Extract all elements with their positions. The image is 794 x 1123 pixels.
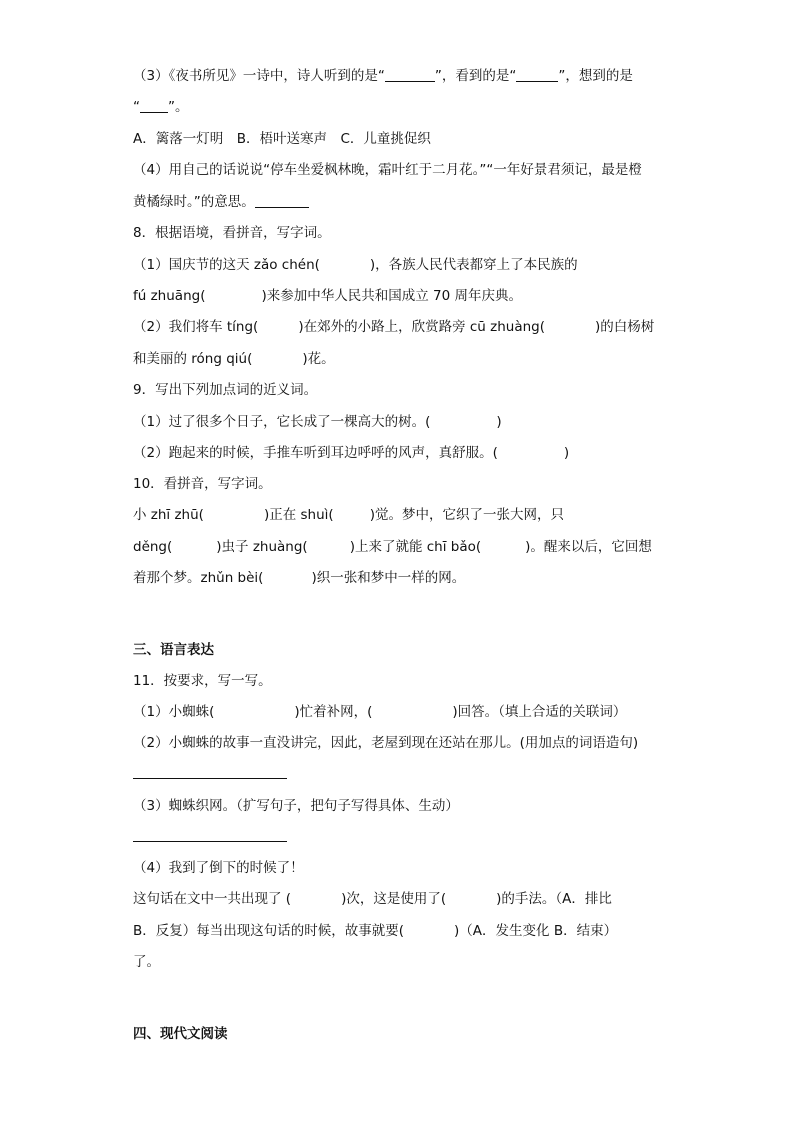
text: （2）跑起来的时候，手推车听到耳边呼呼的风声，真舒服。( — [133, 445, 498, 461]
text: 这句话在文中一共出现了 ( — [133, 891, 292, 907]
q7-3-options: A．篱落一灯明 B．梧叶送寒声 C．儿童挑促织 — [133, 131, 431, 147]
q11-line4: （4）我到了倒下的时候了！ — [133, 860, 304, 876]
text: ) — [496, 414, 502, 430]
q7-3-line2 — [133, 98, 189, 116]
q8-line4 — [133, 350, 335, 368]
q8-line3 — [133, 318, 654, 336]
text: )织一张和梦中一样的网。 — [311, 570, 466, 586]
q7-3-line1 — [133, 67, 633, 85]
q8-title: 8．根据语境，看拼音，写字词。 — [133, 225, 331, 241]
q7-4-line1: （4）用自己的话说说“停车坐爱枫林晚，霜叶红于二月花。”“一年好景君须记，最是橙 — [133, 162, 642, 178]
section-4-title: 四、现代文阅读 — [133, 1026, 228, 1042]
q11-line1 — [133, 703, 626, 721]
text: ”。 — [168, 99, 189, 115]
q8-line2 — [133, 287, 522, 305]
q11-line7: 了。 — [133, 954, 160, 970]
q10-line3 — [133, 569, 465, 587]
text: B．反复）每当出现这句话的时候，故事就要( — [133, 923, 405, 939]
text: )在郊外的小路上，欣赏路旁 cū zhuàng( — [298, 319, 546, 335]
text: )觉。梦中，它织了一张大网，只 — [369, 507, 564, 523]
q11-line6 — [133, 922, 617, 940]
answer-blank[interactable] — [255, 193, 309, 208]
text: （1）过了很多个日子，它长成了一棵高大的树。( — [133, 414, 431, 430]
q7-4-line2 — [133, 193, 309, 211]
text: )次，这是使用了( — [341, 891, 447, 907]
text: ”，想到的是 — [558, 68, 633, 84]
text: （1）国庆节的这天 zǎo chén( — [133, 257, 320, 273]
q9-title: 9．写出下列加点词的近义词。 — [133, 382, 318, 398]
text: )来参加中华人民共和国成立 70 周年庆典。 — [261, 288, 522, 304]
answer-blank[interactable] — [385, 67, 435, 82]
text: děng( — [133, 539, 173, 555]
answer-blank[interactable] — [140, 98, 168, 113]
q11-line5 — [133, 890, 612, 908]
text: “ — [133, 99, 140, 115]
text: )回答。（填上合适的关联词） — [452, 704, 627, 720]
q10-line1 — [133, 506, 564, 524]
text: )虫子 zhuàng( — [216, 539, 308, 555]
answer-line[interactable] — [133, 841, 287, 842]
text: )花。 — [302, 351, 335, 367]
text: （1）小蜘蛛( — [133, 704, 215, 720]
q9-line1 — [133, 413, 502, 431]
text: fú zhuāng( — [133, 288, 206, 304]
text: 黄橘绿时。”的意思。 — [133, 194, 255, 210]
q10-line2 — [133, 538, 652, 556]
text: （2）我们将车 tíng( — [133, 319, 259, 335]
text: )正在 shuì( — [263, 507, 334, 523]
answer-blank[interactable] — [516, 67, 558, 82]
q8-line1 — [133, 256, 578, 274]
text: （3）《夜书所见》一诗中，诗人听到的是“ — [133, 68, 385, 84]
text: 着那个梦。zhǔn bèi( — [133, 570, 264, 586]
text: )的白杨树 — [595, 319, 655, 335]
q11-line3: （3）蜘蛛织网。（扩写句子，把句子写得具体、生动） — [133, 798, 459, 814]
text: )，各族人民代表都穿上了本民族的 — [369, 257, 578, 273]
text: )。醒来以后，它回想 — [525, 539, 652, 555]
q11-line2: （2）小蜘蛛的故事一直没讲完，因此，老屋到现在还站在那儿。(用加点的词语造句) — [133, 735, 639, 751]
text: )的手法。（A．排比 — [496, 891, 612, 907]
text: ) — [563, 445, 570, 461]
q9-line2 — [133, 444, 569, 462]
text: 小 zhī zhū( — [133, 507, 204, 523]
text: )（A．发生变化 B．结束） — [454, 923, 618, 939]
text: 和美丽的 róng qiú( — [133, 351, 253, 367]
q11-title: 11．按要求，写一写。 — [133, 673, 272, 689]
answer-line[interactable] — [133, 778, 287, 779]
q10-title: 10．看拼音，写字词。 — [133, 476, 272, 492]
section-3-title: 三、语言表达 — [133, 642, 214, 658]
text: )上来了就能 chī bǎo( — [349, 539, 482, 555]
text: ”，看到的是“ — [434, 68, 517, 84]
text: )忙着补网，( — [294, 704, 373, 720]
